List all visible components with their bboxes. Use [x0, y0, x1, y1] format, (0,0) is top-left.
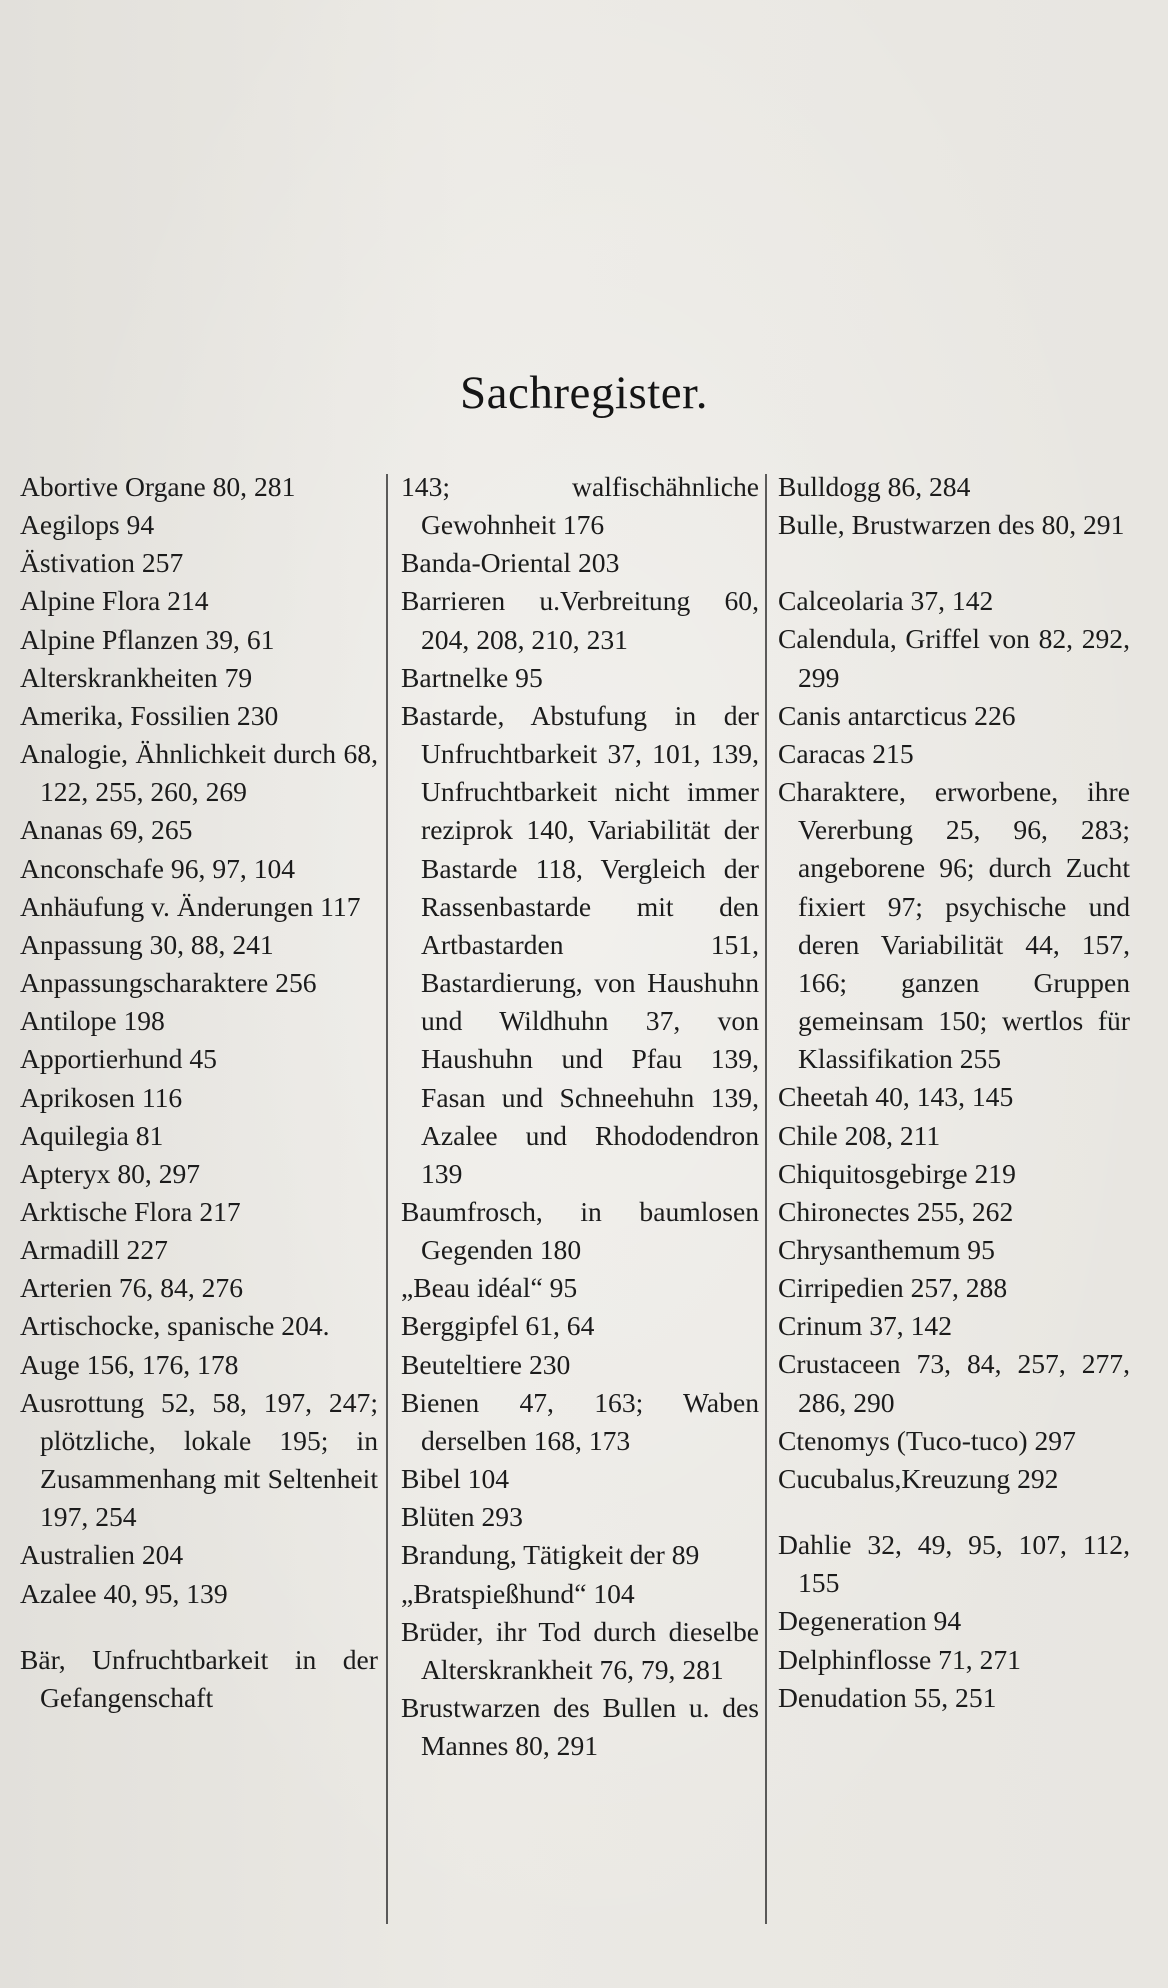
index-entry: Ästivation 257 — [20, 547, 184, 579]
index-column-3 — [778, 468, 1130, 1717]
index-entry: Baumfrosch, in baumlosen Gegenden 180 — [401, 1195, 759, 1266]
index-entry: Chile 208, 211 — [778, 1119, 941, 1151]
index-entry: Bibel 104 — [401, 1463, 510, 1495]
index-entry: Aegilops 94 — [20, 509, 155, 541]
index-entry: Degeneration 94 — [778, 1605, 962, 1637]
index-entry: Bartnelke 95 — [401, 661, 543, 693]
index-entry: Chrysanthemum 95 — [778, 1233, 995, 1265]
index-entry: Berggipfel 61, 64 — [401, 1310, 595, 1342]
index-entry: Cirripedien 257, 288 — [778, 1272, 1008, 1304]
index-entry: Armadill 227 — [20, 1234, 168, 1266]
index-entry: Antilope 198 — [20, 1005, 165, 1037]
index-entry: Auge 156, 176, 178 — [20, 1348, 239, 1380]
index-entry: Calendula, Griffel von 82, 292, 299 — [778, 623, 1130, 693]
index-entry: Australien 204 — [20, 1539, 184, 1571]
index-entry: Alpine Pflanzen 39, 61 — [20, 623, 275, 655]
index-entry: Delphinflosse 71, 271 — [778, 1643, 1021, 1675]
index-entry: Aprikosen 116 — [20, 1081, 183, 1113]
index-entry: Brustwarzen des Bullen u. des Mannes 80, 291 — [401, 1692, 759, 1762]
index-entry: Ausrottung 52, 58, 197, 247; plötzliche, lokale 195; in Zusammenhang mit Seltenheit 197, 254 — [20, 1386, 378, 1533]
index-column-2 — [401, 468, 759, 1765]
index-entry: Dahlie 32, 49, 95, 107, 112, 155 — [778, 1529, 1130, 1599]
index-entry: Amerika, Fossilien 230 — [20, 699, 279, 731]
index-entry: Artischocke, spanische 204. — [20, 1310, 330, 1342]
index-entry: „Bratspießhund“ 104 — [401, 1577, 635, 1609]
index-entry: Anpassungscharaktere 256 — [20, 967, 317, 999]
index-entry: Caracas 215 — [778, 737, 914, 769]
index-entry: Cucubalus,Kreuzung 292 — [778, 1462, 1059, 1494]
index-entry: Crinum 37, 142 — [778, 1310, 952, 1342]
page-title: Sachregister. — [460, 367, 708, 419]
index-entry: Calceolaria 37, 142 — [778, 585, 994, 617]
index-entry: Denudation 55, 251 — [778, 1681, 997, 1713]
index-entry: Cheetah 40, 143, 145 — [778, 1081, 1014, 1113]
index-entry: Alterskrankheiten 79 — [20, 661, 253, 693]
index-entry: Anhäufung v. Änderungen 117 — [20, 890, 361, 922]
index-entry: Abortive Organe 80, 281 — [20, 471, 296, 502]
index-entry: Ctenomys (Tuco-tuco) 297 — [778, 1424, 1076, 1456]
index-entry: 143; walfischähnliche Gewohnheit 176 — [401, 471, 759, 541]
index-entry: Brüder, ihr Tod durch dieselbe Alterskrankheit 76, 79, 281 — [401, 1615, 759, 1685]
index-entry: Bienen 47, 163; Waben derselben 168, 173 — [401, 1386, 759, 1456]
index-entry: Analogie, Ähnlichkeit durch 68, 122, 255, 260, 269 — [20, 738, 378, 808]
index-entry: Anconschafe 96, 97, 104 — [20, 852, 296, 884]
index-entry: Aquilegia 81 — [20, 1119, 164, 1151]
index-entry: „Beau idéal“ 95 — [401, 1272, 578, 1304]
index-entry: Arterien 76, 84, 276 — [20, 1272, 244, 1304]
column-rule-right — [765, 474, 767, 1924]
index-entry: Barrieren u.Verbreitung 60, 204, 208, 210, 231 — [401, 585, 759, 655]
index-entry: Beuteltiere 230 — [401, 1348, 571, 1380]
index-entry: Banda-Oriental 203 — [401, 547, 620, 579]
index-entry: Apportierhund 45 — [20, 1043, 217, 1075]
index-entry: Arktische Flora 217 — [20, 1195, 241, 1227]
index-column-1 — [20, 468, 378, 1717]
index-entry: Brandung, Tätigkeit der 89 — [401, 1539, 700, 1571]
index-entry: Chironectes 255, 262 — [778, 1195, 1014, 1227]
index-entry: Charaktere, erworbene, ihre Vererbung 25, 96, 283; angeborene 96; durch Zucht fixiert 97; psychische und deren Variabilität 44, 157, 166; ganzen Gruppen gemeinsam 150; wertlos für Klassifikation 255 — [778, 776, 1130, 1075]
index-entry: Bär, Unfruchtbarkeit in der Gefangenschaft — [20, 1643, 378, 1713]
index-entry: Chiquitosgebirge 219 — [778, 1157, 1016, 1189]
index-entry: Bulle, Brustwarzen des 80, 291 — [778, 509, 1125, 541]
index-entry: Bastarde, Abstufung in der Unfruchtbarkeit 37, 101, 139, Unfruchtbarkeit nicht immer reziprok 140, Variabilität der Bastarde 118, Vergleich der Rassenbastarde mit den Artbastarden 151, Bastardierung, von Haushuhn und Wildhuhn 37, von Haushuhn und Pfau 139, Fasan und Schneehuhn 139, Azalee und Rhododendron 139 — [401, 699, 759, 1189]
index-entry: Alpine Flora 214 — [20, 585, 209, 617]
column-rule-left — [386, 474, 388, 1924]
index-entry: Canis antarcticus 226 — [778, 699, 1016, 731]
index-entry: Crustaceen 73, 84, 257, 277, 286, 290 — [778, 1348, 1130, 1418]
index-entry: Anpassung 30, 88, 241 — [20, 928, 274, 960]
index-entry: Azalee 40, 95, 139 — [20, 1577, 228, 1609]
index-entry: Apteryx 80, 297 — [20, 1157, 201, 1189]
index-entry: Blüten 293 — [401, 1501, 523, 1533]
index-entry: Bulldogg 86, 284 — [778, 471, 971, 502]
index-entry: Ananas 69, 265 — [20, 814, 193, 846]
